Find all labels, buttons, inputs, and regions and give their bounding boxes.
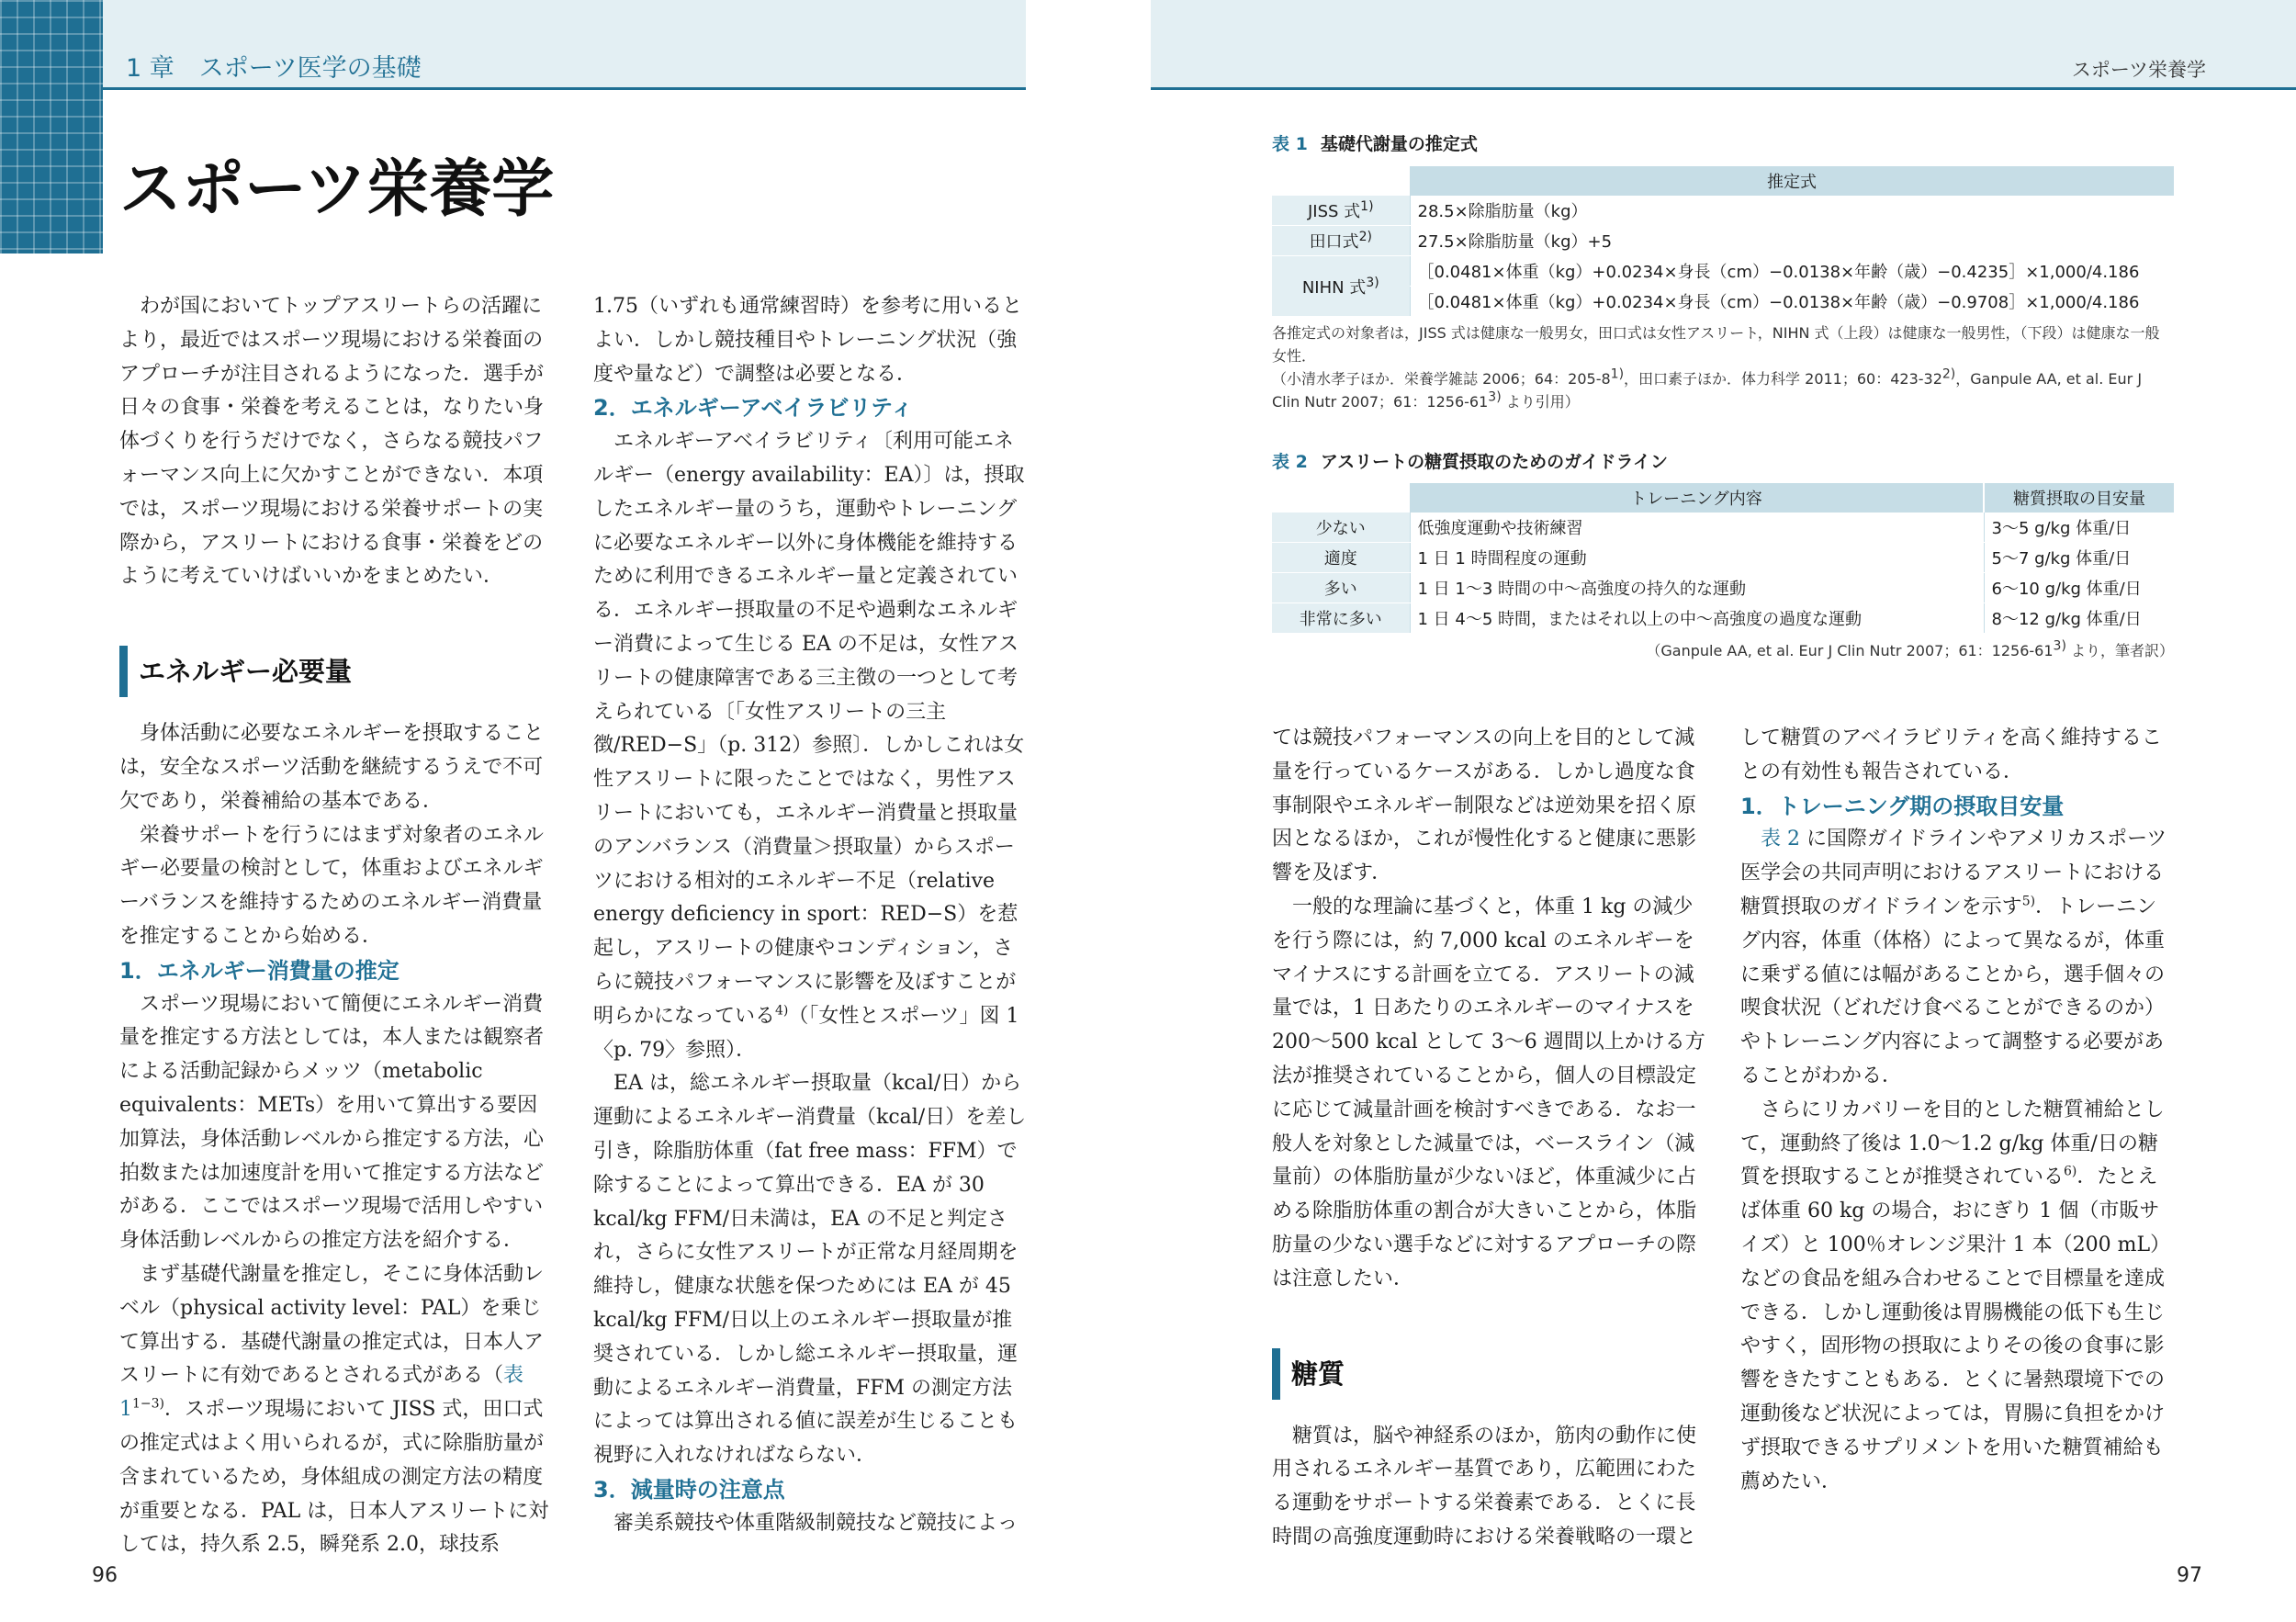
table-row: [1272, 196, 2174, 226]
citation-superscript: 6): [2064, 1165, 2077, 1180]
page-title: スポーツ栄養学: [119, 153, 555, 226]
subheading-training-intake: 1．トレーニング期の摂取目安量: [1740, 793, 2065, 819]
body-paragraph: 一般的な理論に基づくと，体重 1 kg の減少を行う際には，約 7,000 kcal のエネルギーをマイナスにする計画を立てる．アスリートの減量では，1 日あたりのエネルギーのマイナスを 200～500 kcal として 3～6 週間以上かける方法が推奨されていることから，個人の目標設定に応じて減量計画を検討すべきである．なお一般人を対象とした減量では，ベースライン（減量前）の体脂肪量が少ないほど，体重減少に占める除脂肪体重の割合が大きいことから，体脂肪量の少ない選手などに対するアプローチの際は注意したい．: [1272, 895, 1705, 1290]
table2-level: 非常に多い: [1272, 603, 1410, 634]
table1-row-name: JISS 式$^{1)}$: [1272, 196, 1410, 226]
citation-superscript: 1−3): [132, 1396, 165, 1412]
chapter-grid-decoration: [0, 0, 103, 253]
body-paragraph: して糖質のアベイラビリティを高く維持することの有効性も報告されている．: [1740, 727, 2162, 783]
table2-carb-guidelines: [1272, 483, 2174, 634]
table2-caption: [1272, 448, 1668, 473]
table1-source: （小清水孝子ほか．栄養学雑誌 2006；64：205-81)，田口素子ほか．体力科学 2011；60：423-322)，Ganpule AA, et al. Eur J Clin Nutr 2007；61：1256-613) より引用）: [1272, 366, 2143, 411]
table-row: [1272, 226, 2174, 256]
left-column-1: [119, 290, 553, 1562]
section-heading-carbohydrate: 糖質: [1272, 1348, 1705, 1400]
section-heading-energy: エネルギー必要量: [119, 646, 553, 697]
table1-title: 基礎代謝量の推定式: [1320, 134, 1478, 154]
subheading-weight-loss: 3．減量時の注意点: [593, 1476, 785, 1503]
table2-number: 表 2: [1272, 452, 1308, 472]
body-paragraph: スポーツ現場において簡便にエネルギー消費量を推定する方法としては，本人または観察者による活動記録からメッツ（metabolic equivalents：METs）を用いて算出する要因加算法，身体活動レベルから推定する方法，心拍数または加速度計を用いて推定する方法などがある．ここではスポーツ現場で活用しやすい身体活動レベルからの推定方法を紹介する．: [119, 992, 545, 1253]
table-row: [1272, 256, 2174, 287]
table2-amount: 5～7 g/kg 体重/日: [1984, 543, 2174, 573]
right-column-1: [1272, 722, 1705, 1555]
table-row: [1272, 573, 2174, 603]
table-reference-link[interactable]: 表1: [119, 1364, 524, 1422]
table-row: [1272, 543, 2174, 573]
table-row: [1272, 603, 2174, 634]
table-reference-link[interactable]: 表 2: [1761, 828, 1800, 851]
running-head: スポーツ栄養学: [2071, 59, 2206, 81]
table2-content: 1 日 1 時間程度の運動: [1410, 543, 1984, 573]
table2-blank-header: [1272, 483, 1410, 513]
table2-content: 低強度運動や技術練習: [1410, 513, 1984, 543]
page-number-left: 96: [92, 1564, 118, 1587]
subheading-energy-expenditure: 1．エネルギー消費量の推定: [119, 957, 400, 984]
table1-formula: ［0.0481×体重（kg）+0.0234×身長（cm）−0.0138×年齢（歳）−0.4235］×1,000/4.186: [1410, 256, 2174, 287]
table2-level: 多い: [1272, 573, 1410, 603]
table1-row-name: 田口式$^{2)}$: [1272, 226, 1410, 256]
page-number-right: 97: [2177, 1564, 2202, 1587]
table2-header-amount: 糖質摂取の目安量: [1984, 483, 2174, 513]
body-paragraph: エネルギーアベイラビリティ〔利用可能エネルギー（energy availability：EA）〕は，摂取したエネルギー量のうち，運動やトレーニングに必要なエネルギー以外に身体機能を維持するために利用できるエネルギー量と定義されている．エネルギー摂取量の不足や過剰なエネルギー消費によって生じる EA の不足は，女性アスリートの健康障害である三主徴の一つとして考えられている〔「女性アスリートの三主徴/RED−S」（p. 312）参照〕．しかしこれは女性アスリートに限ったことではなく，男性アスリートにおいても，エネルギー消費量と摂取量のアンバランス（消費量＞摂取量）からスポーツにおける相対的エネルギー不足（relative energy deficiency in sport：RED−S）を惹起し，アスリートの健康やコンディション，さらに競技パフォーマンスに影響を及ぼすことが明らかになっている$^{4)}$（「女性とスポーツ」図 1〈p. 79〉参照）．: [593, 430, 1025, 1062]
table1-number: 表 1: [1272, 134, 1308, 154]
table1-row-name: NIHN 式$^{3)}$: [1272, 256, 1410, 317]
right-column-2: [1740, 722, 2174, 1499]
table2-amount: 3～5 g/kg 体重/日: [1984, 513, 2174, 543]
body-paragraph: 栄養サポートを行うにはまず対象者のエネルギー必要量の検討として，体重およびエネルギーバランスを維持するためのエネルギー消費量を推定することから始める．: [119, 823, 545, 948]
table1-blank-header: [1272, 166, 1410, 196]
table2-level: 少ない: [1272, 513, 1410, 543]
body-paragraph: 身体活動に必要なエネルギーを摂取することは，安全なスポーツ活動を継続するうえで不可欠であり，栄養補給の基本である．: [119, 722, 545, 813]
table1-note: 各推定式の対象者は，JISS 式は健康な一般男女，田口式は女性アスリート，NIHN 式（上段）は健康な一般男性，（下段）は健康な一般女性．: [1272, 324, 2160, 365]
table2-amount: 8～12 g/kg 体重/日: [1984, 603, 2174, 634]
table2-level: 適度: [1272, 543, 1410, 573]
body-paragraph: ては競技パフォーマンスの向上を目的として減量を行っているケースがある．しかし過度な食事制限やエネルギー制限などは逆効果を招く原因となるほか，これが慢性化すると健康に悪影響を及ぼす．: [1272, 727, 1697, 885]
table2-content: 1 日 1～3 時間の中～高強度の持久的な運動: [1410, 573, 1984, 603]
table2-source: （Ganpule AA, et al. Eur J Clin Nutr 2007；61：1256-613) より，筆者訳）: [1646, 638, 2174, 659]
table2-content: 1 日 4～5 時間，またはそれ以上の中～高強度の過度な運動: [1410, 603, 1984, 634]
table2-title: アスリートの糖質摂取のためのガイドライン: [1320, 452, 1668, 472]
table-row: [1272, 513, 2174, 543]
body-paragraph: 審美系競技や体重階級制競技など競技によっ: [613, 1511, 1019, 1535]
table1-header: 推定式: [1410, 166, 2174, 196]
body-paragraph: まず基礎代謝量を推定し，そこに身体活動レベル（physical activity level：PAL）を乗じて算出する．基礎代謝量の推定式は，日本人アスリートに有効であるとされる式がある（表1$^{1-3)}$．スポーツ現場において JISS 式，田口式の推定式はよく用いられるが，式に除脂肪量が含まれているため，身体組成の測定方法の精度が重要となる．PAL は，日本人アスリートに対しては，持久系 2.5，瞬発系 2.0，球技系: [119, 1262, 549, 1557]
body-paragraph: 1.75（いずれも通常練習時）を参考に用いるとよい．しかし競技種目やトレーニング状況（強度や量など）で調整は必要となる．: [593, 295, 1022, 386]
body-paragraph: 糖質は，脳や神経系のほか，筋肉の動作に使用されるエネルギー基質であり，広範囲にわたる運動をサポートする栄養素である．とくに長時間の高強度運動時における栄養戦略の一環と: [1272, 1424, 1697, 1549]
table2-header-content: トレーニング内容: [1410, 483, 1984, 513]
chapter-label: 1 章 スポーツ医学の基礎: [126, 54, 422, 83]
body-paragraph: EA は，総エネルギー摂取量（kcal/日）から運動によるエネルギー消費量（kcal/日）を差し引き，除脂肪体重（fat free mass：FFM）で除することによって算出できる．EA が 30 kcal/kg FFM/日未満は，EA の不足と判定され，さらに女性アスリートが正常な月経周期を維持し，健康な状態を保つためには EA が 45 kcal/kg FFM/日以上のエネルギー摂取量が推奨されている．しかし総エネルギー摂取量，運動によるエネルギー消費量，FFM の測定方法によっては算出される値に誤差が生じることも視野に入れなければならない．: [593, 1072, 1027, 1468]
subheading-energy-availability: 2．エネルギーアベイラビリティ: [593, 395, 914, 422]
body-paragraph: さらにリカバリーを目的とした糖質補給として，運動終了後は 1.0～1.2 g/kg 体重/日の糖質を摂取することが推奨されている$^{6)}$．たとえば体重 60 kg の場合，おにぎり 1 個（市販サイズ）と 100％オレンジ果汁 1 本（200 mL）などの食品を組み合わせることで目標量を達成できる．しかし運動後は胃腸機能の低下も生じやすく，固形物の摂取によりその後の食事に影響をきたすこともある．とくに暑熱環境下での運動後など状況によっては，胃腸に負担をかけず摂取できるサプリメントを用いた糖質補給も薦めたい．: [1740, 1098, 2171, 1493]
body-paragraph: 表 2 に国際ガイドラインやアメリカスポーツ医学会の共同声明におけるアスリートにおける糖質摂取のガイドラインを示す$^{5)}$．トレーニング内容，体重（体格）によって異なるが，体重に乗ずる値には幅があることから，選手個々の喫食状況（どれだけ食べることができるのか）やトレーニング内容によって調整する必要があることがわかる．: [1740, 828, 2167, 1087]
citation-superscript: 5): [2021, 894, 2036, 909]
table1-caption: [1272, 130, 1478, 155]
left-column-2: [593, 290, 1027, 1540]
table1-formula: 28.5×除脂肪量（kg）: [1410, 196, 2174, 226]
citation-superscript: 4): [775, 1003, 789, 1019]
table1-formula: 27.5×除脂肪量（kg）+5: [1410, 226, 2174, 256]
table1-bmr-formulas: [1272, 166, 2174, 317]
intro-paragraph: わが国においてトップアスリートらの活躍により，最近ではスポーツ現場における栄養面のアプローチが注目されるようになった．選手が日々の食事・栄養を考えることは，なりたい身体づくりを行うだけでなく，さらなる競技パフォーマンス向上に欠かすことができない．本項では，スポーツ現場における栄養サポートの実際から，アスリートにおける食事・栄養をどのように考えていけばいいかをまとめたい．: [119, 295, 545, 589]
table2-amount: 6～10 g/kg 体重/日: [1984, 573, 2174, 603]
table1-formula: ［0.0481×体重（kg）+0.0234×身長（cm）−0.0138×年齢（歳）−0.9708］×1,000/4.186: [1410, 287, 2174, 317]
